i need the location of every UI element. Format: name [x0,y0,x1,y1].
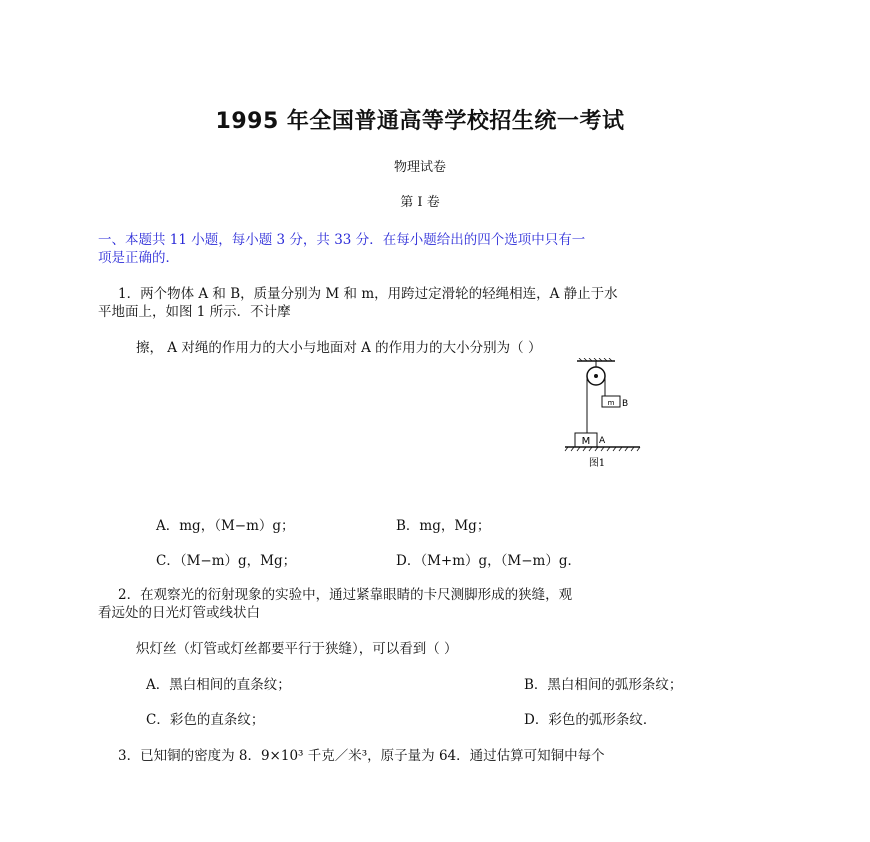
block-b-mass-label: m [607,399,615,407]
q2-text-line1: 2．在观察光的衍射现象的实验中，通过紧靠眼睛的卡尺测脚形成的狭缝，观 [118,587,573,603]
q2-option-d: D．彩色的弧形条纹． [524,712,657,728]
q3-text-line1: 3．已知铜的密度为 8．9×10³ 千克／米³，原子量为 64．通过估算可知铜中每个 [118,748,605,764]
q1-text-line2: 平地面上，如图 1 所示．不计摩 [98,304,291,320]
q1-option-c: C．（M−m）g，Mg； [156,553,297,569]
volume-label: 第 I 卷 [400,195,440,210]
q1-text-line3: 擦， A 对绳的作用力的大小与地面对 A 的作用力的大小分别为（ ） [136,340,542,356]
q1-text-line1: 1．两个物体 A 和 B，质量分别为 M 和 m，用跨过定滑轮的轻绳相连，A 静止于水 [118,286,618,302]
section-instruction-line2: 项是正确的． [98,250,179,266]
page-title: 1995 年全国普通高等学校招生统一考试 [215,109,625,134]
q2-option-c: C．彩色的直条纹； [146,712,265,728]
page-subtitle: 物理试卷 [393,160,446,175]
q2-text-line3: 炽灯丝（灯管或灯丝都要平行于狭缝），可以看到（ ） [136,641,458,657]
figure-caption: 图1 [588,458,606,469]
block-a-mass-label: M [581,436,591,447]
q2-option-a: A．黑白相间的直条纹； [146,677,291,693]
q2-text-line2: 看远处的日光灯管或线状白 [98,605,260,621]
q1-option-a: A．mg，（M−m）g； [156,518,295,534]
q1-option-b: B．mg，Mg； [396,518,491,534]
label-a: A [599,436,606,446]
label-b: B [622,399,629,409]
pulley-figure [560,358,650,473]
section-instruction-line1: 一、本题共 11 小题，每小题 3 分，共 33 分．在每小题给出的四个选项中只有一 [98,232,586,248]
q2-option-b: B．黑白相间的弧形条纹； [524,677,683,693]
q1-option-d: D．（M+m）g，（M−m）g． [396,553,581,569]
